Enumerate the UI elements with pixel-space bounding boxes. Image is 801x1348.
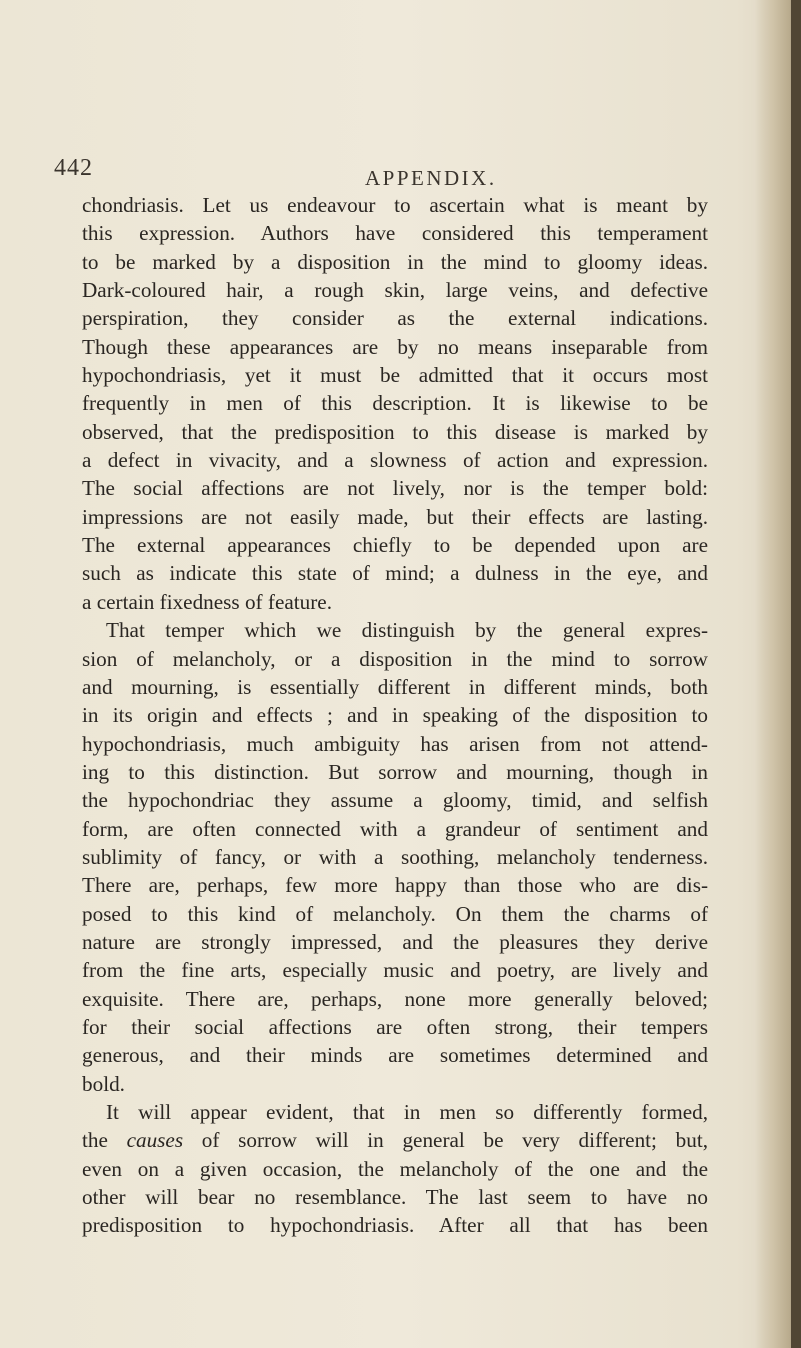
text-line: posed to this kind of melancholy. On them the charms of bbox=[82, 901, 708, 926]
text-line: The social affections are not lively, nor is the temper bold: bbox=[82, 476, 708, 501]
text-line-with-italic bbox=[82, 1126, 708, 1154]
text-line: form, are often connected with a grandeur of sentiment and bbox=[82, 816, 708, 841]
text-line: observed, that the predisposition to this disease is marked by bbox=[82, 419, 708, 444]
text-line: Dark-coloured hair, a rough skin, large veins, and defective bbox=[82, 278, 708, 303]
text-line: this expression. Authors have considered this temperament bbox=[82, 221, 708, 246]
text-line: generous, and their minds are sometimes determined and bbox=[82, 1043, 708, 1068]
text-line: chondriasis. Let us endeavour to ascertain what is meant by bbox=[82, 193, 708, 217]
text-line: in its origin and effects ; and in speaking of the disposition to bbox=[82, 703, 708, 728]
text-line: frequently in men of this description. It is likewise to be bbox=[82, 391, 708, 416]
italic-word: causes bbox=[126, 1128, 184, 1153]
text-line: sion of melancholy, or a disposition in the mind to sorrow bbox=[82, 646, 708, 671]
text-line: even on a given occasion, the melancholy of the one and the bbox=[82, 1156, 708, 1181]
paragraph-end-line: a certain fixedness of feature. bbox=[82, 589, 332, 614]
paragraph-start-line: That temper which we distinguish by the general expres- bbox=[106, 618, 708, 643]
running-head: APPENDIX. bbox=[365, 166, 497, 190]
text-line: the hypochondriac they assume a gloomy, timid, and selfish bbox=[82, 788, 708, 813]
text-line: sublimity of fancy, or with a soothing, melancholy tenderness. bbox=[82, 844, 708, 869]
text-line: hypochondriasis, yet it must be admitted that it occurs most bbox=[82, 363, 708, 388]
text-fragment: the bbox=[82, 1128, 127, 1153]
text-line: impressions are not easily made, but their effects are lasting. bbox=[82, 504, 708, 529]
body-text bbox=[82, 191, 708, 1240]
text-line: such as indicate this state of mind; a dulness in the eye, and bbox=[82, 561, 708, 586]
text-line: Though these appearances are by no means inseparable from bbox=[82, 334, 708, 359]
text-line: perspiration, they consider as the external indications. bbox=[82, 306, 708, 331]
page-number: 442 bbox=[54, 155, 93, 181]
binding-edge bbox=[791, 0, 801, 1348]
text-line: predisposition to hypochondriasis. After all that has been bbox=[82, 1213, 708, 1238]
text-line: The external appearances chiefly to be depended upon are bbox=[82, 533, 708, 558]
text-fragment: of sorrow will in general be very different; but, bbox=[183, 1128, 708, 1153]
text-line: There are, perhaps, few more happy than those who are dis- bbox=[82, 873, 708, 898]
text-line: and mourning, is essentially different in different minds, both bbox=[82, 674, 708, 699]
text-line: from the fine arts, especially music and poetry, are lively and bbox=[82, 958, 708, 983]
text-line: a defect in vivacity, and a slowness of action and expression. bbox=[82, 448, 708, 473]
text-line: ing to this distinction. But sorrow and mourning, though in bbox=[82, 759, 708, 784]
text-line: nature are strongly impressed, and the pleasures they derive bbox=[82, 929, 708, 954]
text-line: for their social affections are often strong, their tempers bbox=[82, 1014, 708, 1039]
paragraph-start-line: It will appear evident, that in men so differently formed, bbox=[106, 1100, 708, 1124]
text-line: to be marked by a disposition in the mind to gloomy ideas. bbox=[82, 249, 708, 274]
text-line: hypochondriasis, much ambiguity has arisen from not attend- bbox=[82, 731, 708, 756]
paragraph-end-line: bold. bbox=[82, 1071, 125, 1096]
text-line: other will bear no resemblance. The last seem to have no bbox=[82, 1185, 708, 1210]
text-line: exquisite. There are, perhaps, none more generally beloved; bbox=[82, 986, 708, 1011]
